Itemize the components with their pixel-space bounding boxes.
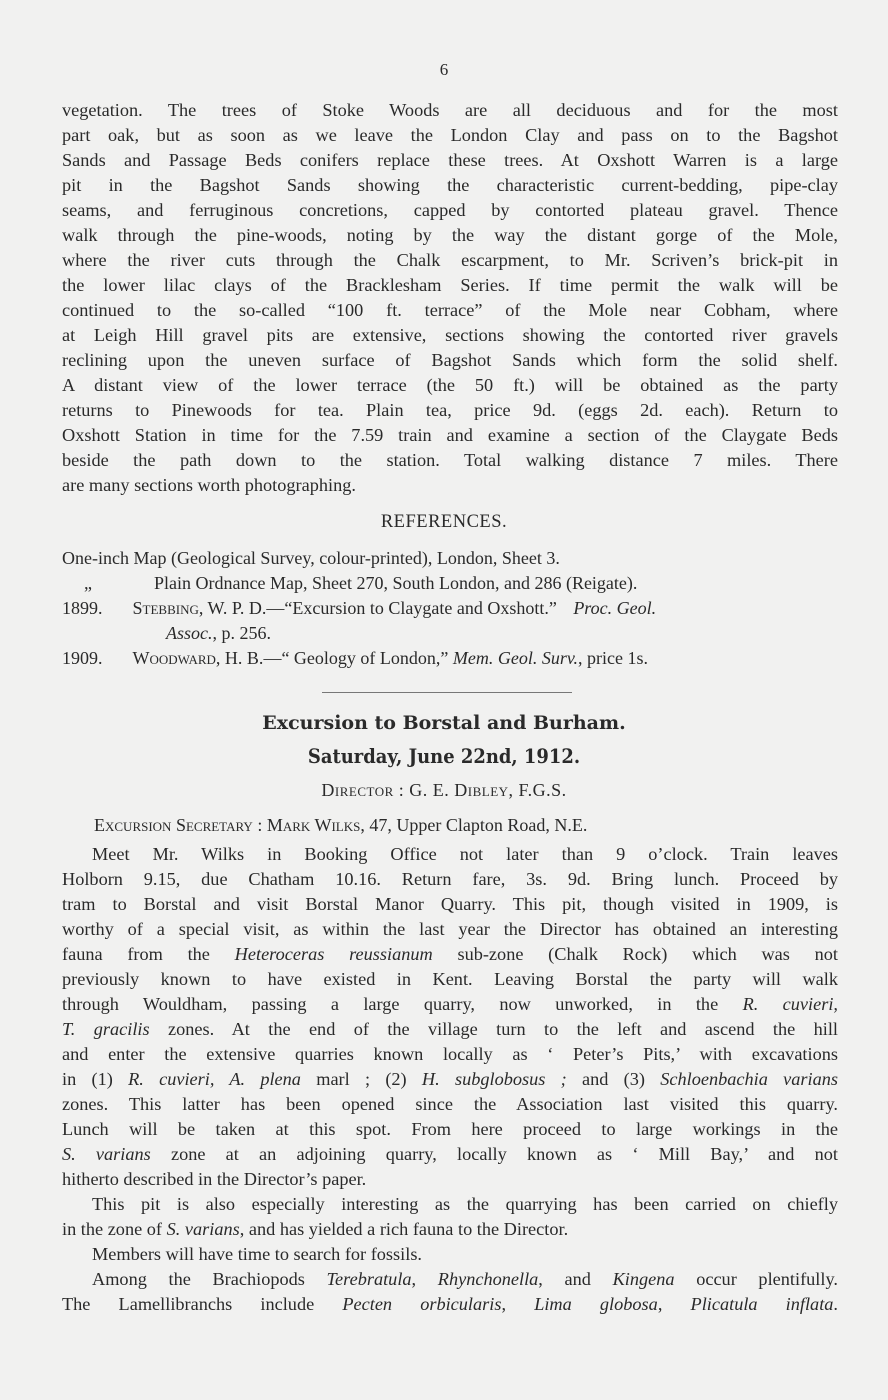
species-name: R. cuvieri, bbox=[742, 994, 838, 1014]
text-segment: in the zone of bbox=[62, 1219, 163, 1239]
genus-name: Terebratula bbox=[326, 1269, 412, 1289]
species-name: T. gracilis bbox=[62, 1019, 150, 1039]
secretary-label: Excursion Secretary : bbox=[94, 815, 263, 835]
text-line: Holborn 9.15, due Chatham 10.16. Return fare, 3s. 9d. Bring lunch. Proceed by bbox=[62, 869, 838, 889]
text-segment: fauna from the bbox=[62, 944, 210, 964]
text-line: vegetation. The trees of Stoke Woods are all deciduous and for the most bbox=[62, 100, 838, 120]
text-line: Members will have time to search for fossils. bbox=[92, 1244, 422, 1264]
reference-author: Woodward, H. B. bbox=[132, 648, 264, 668]
species-name: S. varians bbox=[166, 1219, 240, 1239]
reference-title: —“Excursion to Claygate and Oxshott.” bbox=[266, 598, 557, 618]
species-name: Plicatula inflata bbox=[690, 1294, 834, 1314]
text-line: and enter the extensive quarries known locally as ‘ Peter’s Pits,’ with excavations bbox=[62, 1044, 838, 1064]
reference-year: 1909. bbox=[62, 648, 103, 668]
excursion-body bbox=[62, 842, 838, 1317]
text-segment: marl ; (2) bbox=[316, 1069, 407, 1089]
text-segment: zones. At the end of the village turn to the left and ascend the hill bbox=[168, 1019, 839, 1039]
reference-title: —“ Geology of London,” bbox=[263, 648, 449, 668]
text-line: part oak, but as soon as we leave the London Clay and pass on to the Bagshot bbox=[62, 125, 838, 145]
text-line: where the river cuts through the Chalk escarpment, to Mr. Scriven’s brick-pit in bbox=[62, 250, 838, 270]
reference-journal: Proc. Geol. bbox=[573, 598, 657, 618]
species-name: Pecten orbicularis bbox=[342, 1294, 502, 1314]
species-name: Schloenbachia varians bbox=[660, 1069, 838, 1089]
intro-paragraph bbox=[62, 98, 838, 498]
text-segment: zone at an adjoining quarry, locally known as ‘ Mill Bay,’ and not bbox=[170, 1144, 838, 1164]
species-name: S. varians bbox=[62, 1144, 151, 1164]
text-line: tram to Borstal and visit Borstal Manor Quarry. This pit, though visited in 1909, is bbox=[62, 894, 838, 914]
text-line: Lunch will be taken at this spot. From here proceed to large workings in the bbox=[62, 1119, 838, 1139]
director-name: G. E. Dibley, F.G.S. bbox=[409, 780, 567, 800]
excursion-date: Saturday, June 22nd, 1912. bbox=[307, 745, 581, 768]
text-line: continued to the so-called “100 ft. terrace” of the Mole near Cobham, where bbox=[62, 300, 838, 320]
text-line: hitherto described in the Director’s paper. bbox=[62, 1169, 367, 1189]
text-line: This pit is also especially interesting as the quarrying has been carried on chiefly bbox=[92, 1194, 838, 1214]
text-line: Sands and Passage Beds conifers replace these trees. At Oxshott Warren is a large bbox=[62, 150, 838, 170]
references-list bbox=[62, 546, 842, 671]
text-line bbox=[62, 992, 838, 1017]
excursion-title: Excursion to Borstal and Burham. bbox=[262, 712, 626, 734]
species-name: Lima globosa bbox=[534, 1294, 658, 1314]
secretary-name: Mark Wilks, bbox=[266, 815, 365, 835]
reference-price: , price 1s. bbox=[578, 648, 649, 668]
text-segment: through Wouldham, passing a large quarry, now unworked, in the bbox=[62, 994, 719, 1014]
text-line: walk through the pine-woods, noting by the way the distant gorge of the Mole, bbox=[62, 225, 838, 245]
text-line: A distant view of the lower terrace (the 50 ft.) will be obtained as the party bbox=[62, 375, 838, 395]
text-line: worthy of a special visit, as within the last year the Director has obtained an interesting bbox=[62, 919, 838, 939]
text-segment: Among the Brachiopods bbox=[92, 1269, 305, 1289]
text-line bbox=[62, 1067, 838, 1092]
genus-name: Rhynchonella bbox=[437, 1269, 539, 1289]
text-line: at Leigh Hill gravel pits are extensive, sections showing the contorted river gravels bbox=[62, 325, 838, 345]
text-segment: , and has yielded a rich fauna to the Director. bbox=[239, 1219, 569, 1239]
reference-year: 1899. bbox=[62, 598, 103, 618]
text-line: zones. This latter has been opened since the Association last visited this quarry. bbox=[62, 1094, 838, 1114]
reference-text: Plain Ordnance Map, Sheet 270, South London, and 286 (Reigate). bbox=[154, 573, 638, 593]
text-line bbox=[62, 1292, 838, 1317]
reference-pages: , p. 256. bbox=[212, 623, 271, 643]
text-line bbox=[62, 942, 838, 967]
genus-name: Kingena bbox=[612, 1269, 675, 1289]
text-line bbox=[62, 1017, 838, 1042]
text-line bbox=[62, 1267, 838, 1292]
director-label: Director : bbox=[321, 780, 405, 800]
ditto-mark: „ bbox=[84, 573, 92, 593]
secretary-address: 47, Upper Clapton Road, N.E. bbox=[369, 815, 588, 835]
reference-item bbox=[62, 596, 842, 621]
text-segment: . bbox=[833, 1294, 838, 1314]
page-number: 6 bbox=[439, 60, 449, 79]
text-segment: , bbox=[501, 1294, 507, 1314]
references-heading: REFERENCES. bbox=[380, 512, 508, 532]
text-line bbox=[62, 1217, 838, 1242]
text-segment: occur plentifully. bbox=[696, 1269, 838, 1289]
reference-item bbox=[62, 571, 842, 596]
species-name: Heteroceras reussianum bbox=[234, 944, 433, 964]
text-segment: , bbox=[411, 1269, 417, 1289]
text-line bbox=[62, 1142, 838, 1167]
text-line: previously known to have existed in Kent. Leaving Borstal the party will walk bbox=[62, 969, 838, 989]
reference-item bbox=[62, 546, 842, 571]
species-name: H. subglobosus ; bbox=[421, 1069, 567, 1089]
text-line: are many sections worth photographing. bbox=[62, 475, 356, 495]
reference-journal: Mem. Geol. Surv. bbox=[452, 648, 579, 668]
text-segment: and (3) bbox=[581, 1069, 645, 1089]
text-line: reclining upon the uneven surface of Bagshot Sands which form the solid shelf. bbox=[62, 350, 838, 370]
reference-text: One-inch Map (Geological Survey, colour-printed), London, Sheet 3. bbox=[62, 548, 560, 568]
reference-continuation bbox=[62, 621, 842, 646]
text-segment: , bbox=[657, 1294, 663, 1314]
secretary-line bbox=[94, 815, 834, 836]
reference-item bbox=[62, 646, 842, 671]
director-line bbox=[0, 780, 888, 801]
text-line: beside the path down to the station. Total walking distance 7 miles. There bbox=[62, 450, 838, 470]
text-line: returns to Pinewoods for tea. Plain tea, price 9d. (eggs 2d. each). Return to bbox=[62, 400, 838, 420]
text-line: Oxshott Station in time for the 7.59 train and examine a section of the Claygate Beds bbox=[62, 425, 838, 445]
text-segment: in (1) bbox=[62, 1069, 113, 1089]
text-line: seams, and ferruginous concretions, capped by contorted plateau gravel. Thence bbox=[62, 200, 838, 220]
text-line: the lower lilac clays of the Bracklesham Series. If time permit the walk will be bbox=[62, 275, 838, 295]
reference-author: Stebbing, W. P. D. bbox=[132, 598, 267, 618]
section-divider bbox=[322, 692, 572, 693]
text-segment: The Lamellibranchs include bbox=[62, 1294, 315, 1314]
text-line: pit in the Bagshot Sands showing the characteristic current-bedding, pipe-clay bbox=[62, 175, 838, 195]
text-segment: , and bbox=[538, 1269, 591, 1289]
text-segment: sub-zone (Chalk Rock) which was not bbox=[457, 944, 838, 964]
text-line: Meet Mr. Wilks in Booking Office not later than 9 o’clock. Train leaves bbox=[92, 844, 838, 864]
species-name: R. cuvieri, A. plena bbox=[128, 1069, 301, 1089]
reference-journal: Assoc. bbox=[166, 623, 213, 643]
